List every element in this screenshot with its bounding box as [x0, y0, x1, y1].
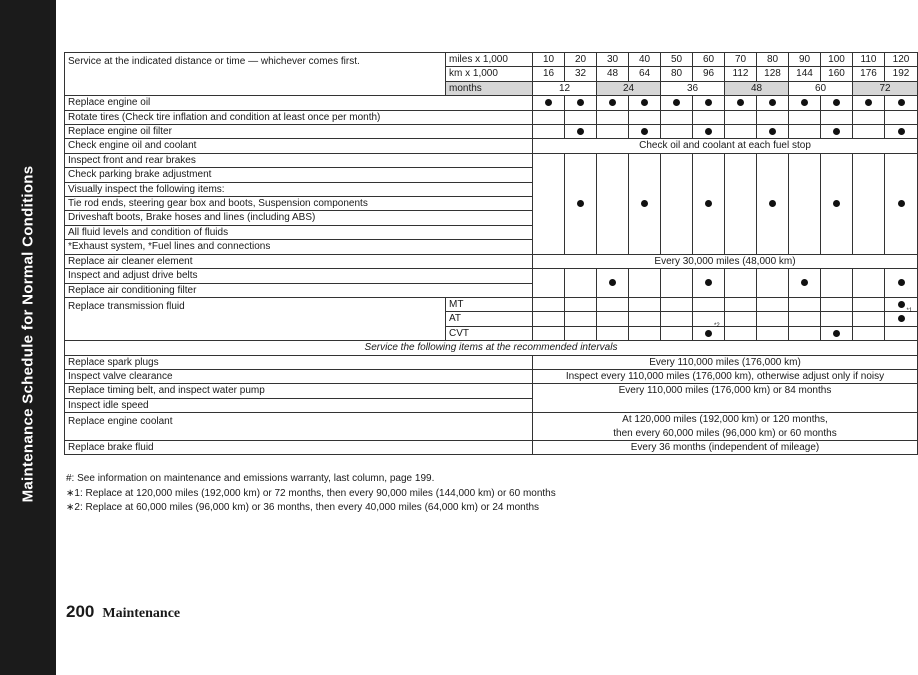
- row-inspect-brakes: [65, 153, 918, 167]
- row-brake-fluid: [65, 440, 918, 454]
- km-cell: 144: [789, 67, 821, 81]
- item-note: Every 30,000 miles (48,000 km): [533, 254, 918, 268]
- row-trans-mt: [65, 297, 918, 311]
- service-dot-icon: [801, 99, 808, 106]
- row-interval-banner: [65, 341, 918, 355]
- item-note: then every 60,000 miles (96,000 km) or 60 months: [533, 427, 918, 441]
- miles-cell: 50: [661, 53, 693, 67]
- km-cell: 176: [853, 67, 885, 81]
- item-label: Replace transmission fluid: [65, 297, 446, 340]
- item-label: Inspect front and rear brakes: [65, 153, 533, 167]
- item-label: Inspect idle speed: [65, 398, 533, 412]
- service-dot-icon: [609, 279, 616, 286]
- item-label: Check parking brake adjustment: [65, 168, 533, 182]
- item-sub-label: Tie rod ends, steering gear box and boots, Suspension components: [65, 197, 533, 211]
- km-cell: 32: [565, 67, 597, 81]
- page-footer: [66, 602, 180, 622]
- service-dot-icon: [641, 128, 648, 135]
- miles-label: miles x 1,000: [446, 53, 533, 67]
- item-label: Replace air conditioning filter: [65, 283, 533, 297]
- service-dot-icon: [769, 128, 776, 135]
- service-dot-icon: [705, 200, 712, 207]
- item-sub-label: *Exhaust system, *Fuel lines and connections: [65, 240, 533, 254]
- service-dot-icon: [833, 99, 840, 106]
- footnote-marker: *2: [714, 322, 720, 329]
- item-label: Replace spark plugs: [65, 355, 533, 369]
- service-dot-icon: [705, 279, 712, 286]
- service-dot-icon: [769, 200, 776, 207]
- months-cell: 60: [789, 81, 853, 95]
- item-label: Replace engine oil filter: [65, 125, 533, 139]
- side-tab: [0, 0, 56, 675]
- service-dot-icon: [833, 330, 840, 337]
- km-cell: 96: [693, 67, 725, 81]
- service-dot-icon: [898, 200, 905, 207]
- row-replace-engine-oil: [65, 96, 918, 110]
- miles-cell: 20: [565, 53, 597, 67]
- item-note: Every 36 months (independent of mileage): [533, 440, 918, 454]
- service-dot-icon: [898, 301, 905, 308]
- item-label: Rotate tires (Check tire inflation and condition at least once per month): [65, 110, 533, 124]
- interval-banner: Service the following items at the recommended intervals: [65, 341, 918, 355]
- item-sub-label: All fluid levels and condition of fluids: [65, 225, 533, 239]
- miles-cell: 60: [693, 53, 725, 67]
- item-label: Inspect valve clearance: [65, 369, 533, 383]
- miles-cell: 40: [629, 53, 661, 67]
- row-spark-plugs: [65, 355, 918, 369]
- row-replace-air-cleaner: [65, 254, 918, 268]
- item-note: Check oil and coolant at each fuel stop: [533, 139, 918, 153]
- service-dot-icon: [641, 200, 648, 207]
- months-label: months: [446, 81, 533, 95]
- footnote-hash: #: See information on maintenance and emissions warranty, last column, page 199.: [66, 473, 435, 484]
- km-cell: 128: [757, 67, 789, 81]
- km-cell: 80: [661, 67, 693, 81]
- miles-cell: 80: [757, 53, 789, 67]
- service-dot-icon: [609, 99, 616, 106]
- miles-cell: 30: [597, 53, 629, 67]
- miles-cell: 10: [533, 53, 565, 67]
- service-dot-icon: [577, 200, 584, 207]
- miles-cell: 110: [853, 53, 885, 67]
- miles-cell: 70: [725, 53, 757, 67]
- item-note: Every 110,000 miles (176,000 km) or 84 months: [533, 384, 918, 413]
- service-dot-icon: [641, 99, 648, 106]
- service-dot-icon: [898, 99, 905, 106]
- trans-type-label: MT: [446, 297, 533, 311]
- item-label: Check engine oil and coolant: [65, 139, 533, 153]
- item-label: Replace timing belt, and inspect water pump: [65, 384, 533, 398]
- service-dot-icon: [673, 99, 680, 106]
- schedule-instruction: Service at the indicated distance or time — whichever comes first.: [65, 53, 446, 96]
- service-dot-icon: [865, 99, 872, 106]
- footnote-star2: ∗2: Replace at 60,000 miles (96,000 km) or 36 months, then every 40,000 miles (64,000 km) or 24 months: [66, 502, 540, 514]
- km-cell: 48: [597, 67, 629, 81]
- row-valve-clearance: [65, 369, 918, 383]
- side-tab-title: Maintenance Schedule for Normal Conditions: [19, 165, 37, 503]
- section-title: Maintenance: [102, 606, 181, 621]
- footnote-marker: *1: [906, 308, 913, 315]
- service-dot-icon: [705, 99, 712, 106]
- km-cell: 192: [885, 67, 918, 81]
- miles-cell: 90: [789, 53, 821, 67]
- item-note: Inspect every 110,000 miles (176,000 km), otherwise adjust only if noisy: [533, 369, 918, 383]
- km-cell: 64: [629, 67, 661, 81]
- service-dot-icon: [545, 99, 552, 106]
- service-dot-icon: [705, 330, 712, 337]
- months-cell: 48: [725, 81, 789, 95]
- service-dot-icon: [898, 128, 905, 135]
- service-dot-icon: [577, 128, 584, 135]
- months-cell: 24: [597, 81, 661, 95]
- trans-type-label: CVT: [446, 326, 533, 340]
- item-label: Inspect and adjust drive belts: [65, 269, 533, 283]
- item-label: Replace brake fluid: [65, 440, 533, 454]
- row-engine-coolant-1: [65, 413, 918, 427]
- item-label: Replace engine coolant: [65, 413, 533, 441]
- service-dot-icon: [801, 279, 808, 286]
- service-dot-icon: [833, 128, 840, 135]
- footnotes: [66, 472, 556, 516]
- page-number: 200: [66, 602, 95, 621]
- header-miles-row: [65, 53, 918, 67]
- item-label: Replace air cleaner element: [65, 254, 533, 268]
- service-dot-icon: [833, 200, 840, 207]
- footnote-star1: ∗1: Replace at 120,000 miles (192,000 km) or 72 months, then every 90,000 miles (144,000 km) or 60 months: [66, 487, 556, 499]
- service-dot-icon: [898, 279, 905, 286]
- km-cell: 112: [725, 67, 757, 81]
- km-label: km x 1,000: [446, 67, 533, 81]
- service-dot-icon: [898, 315, 905, 322]
- miles-cell: 120: [885, 53, 918, 67]
- item-note: Every 110,000 miles (176,000 km): [533, 355, 918, 369]
- item-sub-label: Driveshaft boots, Brake hoses and lines (including ABS): [65, 211, 533, 225]
- row-check-oil-coolant: [65, 139, 918, 153]
- service-dot-icon: [705, 128, 712, 135]
- trans-type-label: AT: [446, 312, 533, 326]
- row-inspect-drive-belts: [65, 269, 918, 283]
- item-label: Visually inspect the following items:: [65, 182, 533, 196]
- item-note: At 120,000 miles (192,000 km) or 120 months,: [533, 413, 918, 427]
- row-timing-belt: [65, 384, 918, 398]
- months-cell: 12: [533, 81, 597, 95]
- months-cell: 72: [853, 81, 918, 95]
- row-rotate-tires: [65, 110, 918, 124]
- km-cell: 160: [821, 67, 853, 81]
- service-dot-icon: [769, 99, 776, 106]
- row-replace-oil-filter: [65, 125, 918, 139]
- service-dot-icon: [577, 99, 584, 106]
- miles-cell: 100: [821, 53, 853, 67]
- service-dot-icon: [737, 99, 744, 106]
- months-cell: 36: [661, 81, 725, 95]
- maintenance-schedule-table: [64, 52, 918, 455]
- km-cell: 16: [533, 67, 565, 81]
- item-label: Replace engine oil: [65, 96, 533, 110]
